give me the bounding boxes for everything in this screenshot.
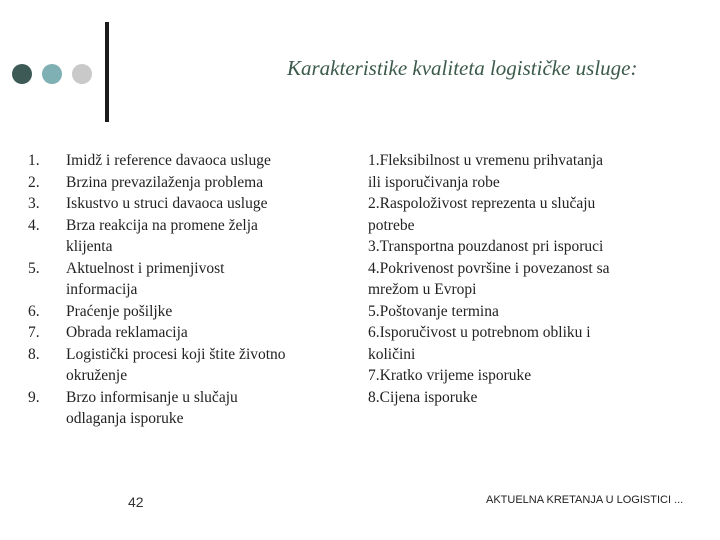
right-list-line: 4.Pokrivenost površine i povezanost sa xyxy=(368,259,610,277)
slide-title: Karakteristike kvaliteta logističke usluge: xyxy=(287,56,638,80)
list-item-line: okruženje xyxy=(66,367,128,384)
list-item-line: Imidž i reference davaoca usluge xyxy=(66,152,271,169)
right-list-line: 3.Transportna pouzdanost pri isporuci xyxy=(368,238,604,255)
right-list-line: 6.Isporučivost u potrebnom obliku i xyxy=(368,324,591,341)
list-item xyxy=(28,344,348,387)
right-list-line: 5.Poštovanje termina xyxy=(368,302,499,320)
decorative-dot-teal xyxy=(42,64,62,84)
list-item xyxy=(28,301,348,323)
list-item-line: Brzo informisanje u slučaju xyxy=(66,388,238,406)
right-list-line: količini xyxy=(368,345,416,363)
list-item-line: odlaganja isporuke xyxy=(66,410,184,427)
list-item-text xyxy=(66,387,348,430)
list-item-number: 4. xyxy=(28,216,40,234)
list-item xyxy=(28,172,348,194)
list-item-line: klijenta xyxy=(66,238,113,255)
list-item-line: informacija xyxy=(66,281,138,298)
decorative-dot-gray xyxy=(72,64,92,84)
right-list-line: 7.Kratko vrijeme isporuke xyxy=(368,367,532,384)
list-item-number: 2. xyxy=(28,173,40,191)
list-item-line: Aktuelnost i primenjivost xyxy=(66,259,225,277)
list-item xyxy=(28,215,348,258)
list-item-text xyxy=(66,258,348,301)
title-divider xyxy=(105,22,109,122)
list-item-line: Brzina prevazilaženja problema xyxy=(66,173,264,191)
page-number: 42 xyxy=(128,494,144,510)
list-item-number: 1. xyxy=(28,152,40,169)
left-numbered-list xyxy=(28,150,348,430)
list-item xyxy=(28,258,348,301)
list-item-line: Praćenje pošiljke xyxy=(66,302,173,320)
list-item-text xyxy=(66,215,348,258)
list-item-number: 5. xyxy=(28,259,40,277)
list-item-line: Logistički procesi koji štite životno xyxy=(66,345,286,363)
list-item xyxy=(28,322,348,344)
right-list-line: mrežom u Evropi xyxy=(368,281,477,298)
right-list-line: 8.Cijena isporuke xyxy=(368,388,478,406)
list-item-text xyxy=(66,344,348,387)
list-item-text xyxy=(66,193,348,215)
list-item-number: 7. xyxy=(28,324,40,341)
list-item-line: Iskustvo u struci davaoca usluge xyxy=(66,195,268,212)
list-item-text xyxy=(66,172,348,194)
list-item-number: 9. xyxy=(28,388,40,406)
right-list-line: ili isporučivanja robe xyxy=(368,173,500,191)
list-item-line: Obrada reklamacija xyxy=(66,324,188,341)
list-item-text xyxy=(66,301,348,323)
footer-text: AKTUELNA KRETANJA U LOGISTICI ... xyxy=(486,494,684,506)
list-item-text xyxy=(66,150,348,172)
right-list-line: 2.Raspoloživost reprezenta u slučaju xyxy=(368,195,596,212)
list-item-line: Brza reakcija na promene želja xyxy=(66,216,258,234)
list-item-number: 8. xyxy=(28,345,40,363)
list-item-number: 3. xyxy=(28,195,40,212)
list-item xyxy=(28,150,348,172)
list-item xyxy=(28,193,348,215)
right-list-line: potrebe xyxy=(368,216,415,234)
right-list-line: 1.Fleksibilnost u vremenu prihvatanja xyxy=(368,152,604,169)
list-item-number: 6. xyxy=(28,302,40,320)
decorative-dot-dark xyxy=(12,64,32,84)
list-item-text xyxy=(66,322,348,344)
right-list xyxy=(368,150,698,408)
list-item xyxy=(28,387,348,430)
